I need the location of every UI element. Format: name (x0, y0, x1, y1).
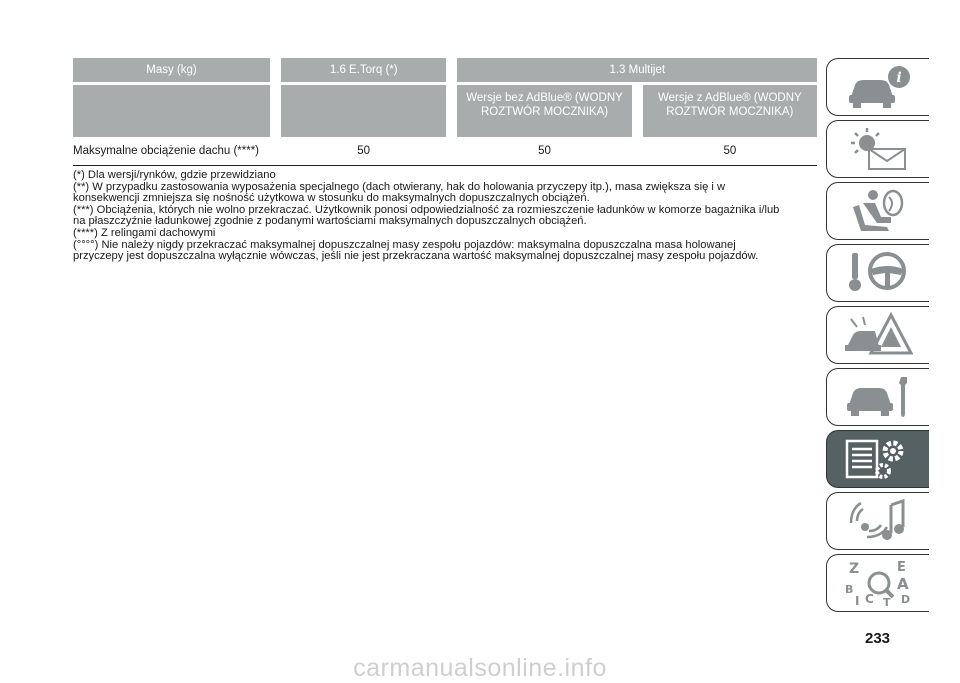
tab-warning-lights[interactable] (826, 120, 929, 178)
header-engine-petrol: 1.6 E.Torq (*) (281, 58, 446, 82)
header-masy: Masy (kg) (73, 58, 270, 82)
footnote-line: konsekwencji zmniejsza się nośność użytkowa w stosunku do maksymalnych dopuszczalnych obciążeń. (73, 192, 590, 205)
table-header-row (73, 58, 817, 82)
footnote-line: (**) W przypadku zastosowania wyposażenia specjalnego (dach otwierany, hak do holowania przyczepy itp.), masa zwiększa się i w (73, 180, 726, 193)
airbag-seat-icon (843, 187, 913, 235)
footnote-line: (*) Dla wersji/rynków, gdzie przewidziano (73, 169, 276, 181)
footnote-line: (***) Obciążenia, których nie wolno przekraczać. Użytkownik ponosi odpowiedzialność za rozmieszczenie ładunków w komorze bagażnika i/lub (73, 203, 780, 216)
index-letter: Z (849, 561, 860, 577)
warning-lights-icon (843, 125, 913, 173)
index-letter: D (901, 593, 911, 606)
footnote-line: przyczepy jest dopuszczalna wyłącznie wówczas, jeśli nie jest przekraczana wartość maksymalnej dopuszczalnej masy zespołu pojazdów. (73, 250, 759, 263)
tab-safety[interactable] (826, 182, 929, 240)
footnote-line: (°°°°) Nie należy nigdy przekraczać maksymalnej dopuszczalnej masy zespołu pojazdów: maksymalna dopuszczalna masa holowanej (73, 238, 736, 251)
tab-multimedia[interactable] (826, 492, 929, 550)
index-letter: A (897, 575, 909, 593)
subheader-with-adblue: Wersje z AdBlue® (WODNY ROZTWÓR MOCZNIKA) (643, 85, 817, 137)
steering-key-icon (843, 249, 913, 297)
subheader-without-adblue: Wersje bez AdBlue® (WODNY ROZTWÓR MOCZNIKA) (457, 85, 631, 137)
svg-text:i: i (896, 70, 902, 86)
index-letters-icon (843, 559, 913, 607)
table-row (73, 137, 817, 166)
footnotes (73, 170, 821, 263)
index-letter: I (855, 594, 860, 607)
row-value-1: 50 (357, 145, 371, 157)
row-label: Maksymalne obciążenie dachu (****) (73, 145, 260, 157)
subheader-empty-2 (281, 85, 446, 137)
footnote-line: na płaszczyźnie ładunkowej zgodnie z podanymi wartościami maksymalnych dopuszczalnych obciążeń. (73, 215, 587, 228)
emergency-triangle-icon (843, 311, 913, 359)
row-value-3: 50 (723, 145, 737, 157)
tab-maintenance[interactable] (826, 368, 929, 426)
index-letter: T (883, 596, 891, 607)
header-engine-diesel: 1.3 Multijet (457, 58, 817, 82)
tab-emergency[interactable] (826, 306, 929, 364)
tab-car-info[interactable] (826, 58, 929, 116)
car-info-icon (843, 63, 913, 111)
tab-technical-data[interactable] (826, 430, 929, 488)
index-letter: E (897, 560, 906, 575)
tab-starting-driving[interactable] (826, 244, 929, 302)
subheader-empty-1 (73, 85, 270, 137)
tab-index[interactable] (826, 554, 929, 612)
specs-table (73, 58, 817, 166)
technical-data-icon (843, 435, 913, 483)
car-maintenance-icon (843, 373, 913, 421)
multimedia-icon (843, 497, 913, 545)
row-value-2: 50 (538, 145, 551, 157)
table-subheader-row (73, 85, 817, 137)
page-number: 233 (864, 630, 891, 647)
footnote-line: (****) Z relingami dachowymi (73, 226, 216, 239)
index-letter: B (845, 583, 854, 596)
index-letter: C (865, 592, 874, 606)
watermark: carmanualsonline.info (353, 654, 607, 682)
